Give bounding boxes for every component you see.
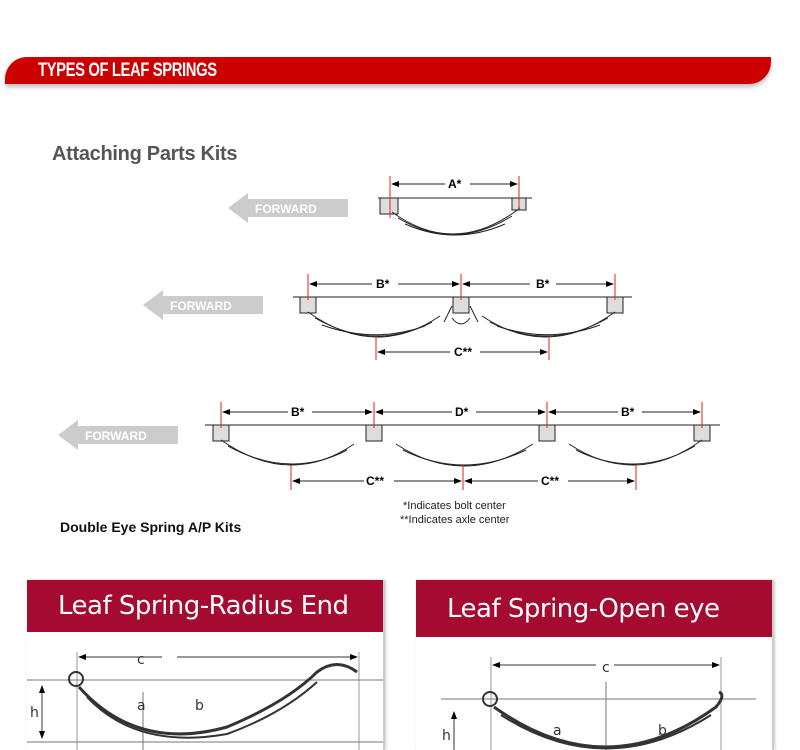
forward-arrow-1: [228, 193, 348, 223]
card-radius-end: [27, 580, 385, 750]
label-h: h: [442, 728, 451, 744]
dim-label-b: B*: [621, 405, 635, 419]
label-a: a: [137, 698, 146, 714]
card-open-eye: [416, 580, 774, 750]
attaching-parts-title: Attaching Parts Kits: [52, 143, 238, 165]
dim-label-c: C**: [454, 345, 473, 359]
label-b: b: [658, 723, 667, 739]
banner-title: TYPES OF LEAF SPRINGS: [38, 60, 217, 81]
label-h: h: [30, 705, 39, 721]
svg-text:FORWARD: FORWARD: [255, 202, 317, 216]
card-title: Leaf Spring-Open eye: [416, 580, 772, 637]
label-a: a: [553, 723, 562, 739]
open-eye-diagram: [416, 637, 774, 750]
radius-end-diagram: [27, 632, 385, 750]
note-bolt-center: *Indicates bolt center: [403, 500, 506, 512]
card-title: Leaf Spring-Radius End: [27, 580, 383, 632]
note-axle-center: **Indicates axle center: [400, 514, 510, 526]
dim-label-b: B*: [291, 405, 305, 419]
dim-label-d: D*: [455, 405, 469, 419]
label-c: c: [137, 652, 145, 668]
dim-label-b: B*: [536, 277, 550, 291]
dim-label-c: C**: [366, 474, 385, 488]
dim-label-c: C**: [541, 474, 560, 488]
dim-label-a: A*: [448, 177, 462, 191]
svg-text:FORWARD: FORWARD: [85, 429, 147, 443]
svg-text:FORWARD: FORWARD: [170, 299, 232, 313]
dim-label-b: B*: [376, 277, 390, 291]
forward-arrow-2: [143, 290, 263, 320]
label-c: c: [602, 660, 610, 676]
double-eye-caption: Double Eye Spring A/P Kits: [60, 519, 242, 535]
label-b: b: [195, 698, 204, 714]
forward-arrow-3: [58, 420, 178, 450]
